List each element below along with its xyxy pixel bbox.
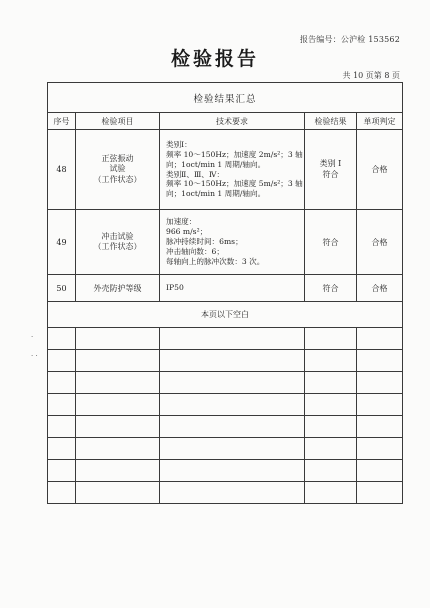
requirement-line: 加速度： bbox=[166, 217, 197, 227]
empty-cell bbox=[357, 460, 403, 482]
empty-cell bbox=[305, 394, 357, 416]
test-result bbox=[305, 130, 357, 210]
test-item bbox=[76, 210, 160, 275]
col-header-item: 检验项目 bbox=[76, 113, 160, 130]
requirement-line: 冲击轴向数：6； bbox=[166, 246, 224, 256]
document-title: 检验报告 bbox=[170, 48, 259, 70]
empty-cell bbox=[357, 482, 403, 504]
empty-table-row bbox=[48, 482, 403, 504]
empty-cell bbox=[305, 328, 357, 350]
empty-cell bbox=[305, 416, 357, 438]
column-header-row bbox=[48, 113, 403, 130]
blank-note-row bbox=[48, 302, 403, 328]
requirement-line: 频率 10～150Hz；加速度 2m/s²；3 轴 bbox=[166, 149, 303, 159]
empty-table-row bbox=[48, 350, 403, 372]
empty-cell bbox=[160, 482, 305, 504]
empty-cell bbox=[305, 372, 357, 394]
test-item-line: 冲击试验 bbox=[101, 231, 134, 241]
test-result: 符合 bbox=[305, 210, 357, 275]
col-header-no: 序号 bbox=[48, 113, 76, 130]
table-row bbox=[48, 210, 403, 275]
page-info: 共 10 页第 8 页 bbox=[342, 71, 400, 80]
verdict: 合格 bbox=[357, 130, 403, 210]
row-number: 49 bbox=[48, 210, 76, 275]
verdict: 合格 bbox=[357, 210, 403, 275]
test-item-line: （工作状态） bbox=[93, 174, 142, 184]
empty-cell bbox=[305, 482, 357, 504]
empty-rows bbox=[48, 328, 403, 504]
result-line: 符合 bbox=[322, 169, 339, 179]
technical-requirement bbox=[160, 210, 305, 275]
col-header-verdict: 单项判定 bbox=[357, 113, 403, 130]
section-title: 检验结果汇总 bbox=[48, 83, 403, 113]
empty-cell bbox=[76, 460, 160, 482]
empty-cell bbox=[76, 482, 160, 504]
requirement-line: 966 m/s²； bbox=[166, 227, 208, 237]
test-item bbox=[76, 130, 160, 210]
empty-table-row bbox=[48, 416, 403, 438]
empty-cell bbox=[48, 328, 76, 350]
requirement-line: 类别Ⅰ： bbox=[166, 139, 192, 149]
empty-cell bbox=[357, 372, 403, 394]
empty-cell bbox=[305, 438, 357, 460]
blank-note: 本页以下空白 bbox=[48, 302, 403, 328]
empty-cell bbox=[76, 394, 160, 416]
empty-table-row bbox=[48, 460, 403, 482]
table-row bbox=[48, 275, 403, 302]
empty-cell bbox=[48, 460, 76, 482]
empty-cell bbox=[305, 460, 357, 482]
empty-cell bbox=[76, 438, 160, 460]
row-number: 50 bbox=[48, 275, 76, 302]
empty-cell bbox=[357, 350, 403, 372]
empty-cell bbox=[305, 350, 357, 372]
row-number: 48 bbox=[48, 130, 76, 210]
empty-cell bbox=[357, 416, 403, 438]
empty-table-row bbox=[48, 328, 403, 350]
empty-cell bbox=[160, 416, 305, 438]
report-number: 报告编号：公沪检 153562 bbox=[299, 35, 400, 44]
results-table bbox=[47, 82, 403, 504]
empty-cell bbox=[76, 416, 160, 438]
empty-cell bbox=[357, 394, 403, 416]
empty-table-row bbox=[48, 438, 403, 460]
empty-cell bbox=[48, 372, 76, 394]
test-item-line: 试验 bbox=[109, 164, 126, 174]
empty-cell bbox=[160, 328, 305, 350]
requirement-line: 向；1oct/min 1 周期/轴向。 bbox=[166, 189, 266, 199]
empty-cell bbox=[76, 372, 160, 394]
result-line: 类别 Ⅰ bbox=[319, 159, 342, 169]
test-item-line: 正弦振动 bbox=[101, 153, 134, 163]
empty-table-row bbox=[48, 372, 403, 394]
section-title-row bbox=[48, 83, 403, 113]
empty-cell bbox=[160, 438, 305, 460]
empty-cell bbox=[160, 350, 305, 372]
empty-cell bbox=[48, 350, 76, 372]
empty-cell bbox=[48, 482, 76, 504]
col-header-requirement: 技术要求 bbox=[160, 113, 305, 130]
verdict: 合格 bbox=[357, 275, 403, 302]
test-item: 外壳防护等级 bbox=[76, 275, 160, 302]
empty-cell bbox=[160, 394, 305, 416]
empty-cell bbox=[76, 328, 160, 350]
empty-cell bbox=[48, 416, 76, 438]
technical-requirement: IP50 bbox=[160, 275, 305, 302]
table-row bbox=[48, 130, 403, 210]
technical-requirement bbox=[160, 130, 305, 210]
empty-cell bbox=[48, 438, 76, 460]
empty-cell bbox=[160, 460, 305, 482]
empty-table-row bbox=[48, 394, 403, 416]
empty-cell bbox=[357, 328, 403, 350]
margin-mark: · · bbox=[31, 352, 38, 360]
requirement-line: 类别Ⅱ、Ⅲ、Ⅳ： bbox=[166, 169, 225, 179]
requirement-line: 向；1oct/min 1 周期/轴向。 bbox=[166, 159, 266, 169]
requirement-line: 频率 10～150Hz；加速度 5m/s²；3 轴 bbox=[166, 179, 303, 189]
empty-cell bbox=[357, 438, 403, 460]
requirement-line: 每轴向上的脉冲次数：3 次。 bbox=[166, 256, 265, 266]
empty-cell bbox=[48, 394, 76, 416]
empty-cell bbox=[76, 350, 160, 372]
empty-cell bbox=[160, 372, 305, 394]
col-header-result: 检验结果 bbox=[305, 113, 357, 130]
margin-mark: · bbox=[31, 333, 34, 341]
test-result: 符合 bbox=[305, 275, 357, 302]
requirement-line: 脉冲持续时间：6ms； bbox=[166, 237, 243, 247]
test-item-line: （工作状态） bbox=[93, 242, 142, 251]
